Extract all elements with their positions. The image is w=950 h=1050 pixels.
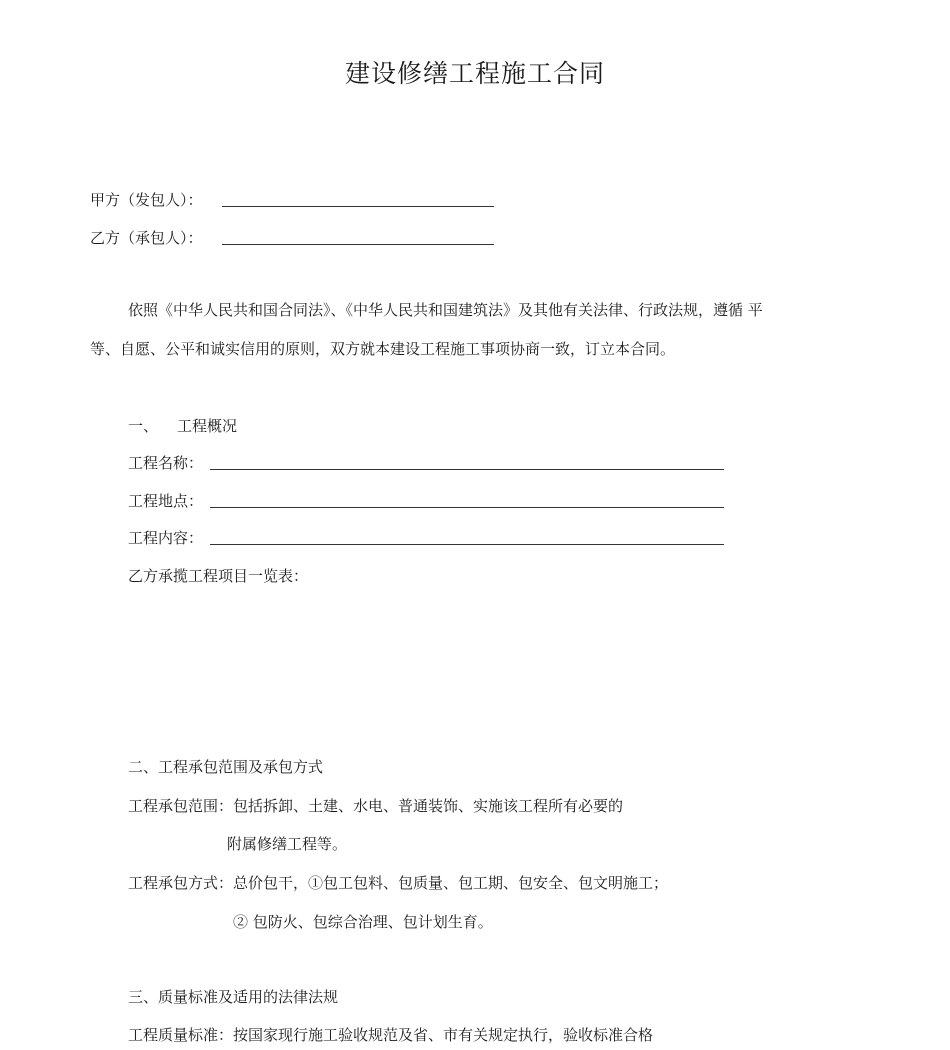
preamble-line-1: 依照《中华人民共和国合同法》、《中华人民共和国建筑法》及其他有关法律、行政法规，遵循 平 — [128, 301, 763, 319]
project-content-blank[interactable] — [210, 544, 724, 545]
party-a-blank[interactable] — [222, 206, 494, 207]
preamble-line-2: 等、自愿、公平和诚实信用的原则，双方就本建设工程施工事项协商一致，订立本合同。 — [90, 340, 676, 358]
scope-line-1: 工程承包范围：包括拆卸、土建、水电、普通装饰、实施该工程所有必要的 — [128, 797, 624, 815]
party-b-blank[interactable] — [222, 244, 494, 245]
project-location-blank[interactable] — [210, 507, 724, 508]
party-a-label: 甲方（发包人）： — [90, 191, 203, 209]
quality-standard-line-1: 工程质量标准：按国家现行施工验收规范及省、市有关规定执行，验收标准合格 — [128, 1026, 654, 1044]
section-3-heading: 三、质量标准及适用的法律法规 — [128, 988, 339, 1006]
project-location-label: 工程地点： — [128, 492, 204, 510]
project-name-blank[interactable] — [210, 469, 724, 470]
party-b-label: 乙方（承包人）： — [90, 229, 203, 247]
mode-line-2: ② 包防火、包综合治理、包计划生育。 — [233, 913, 493, 931]
scope-line-2: 附属修缮工程等。 — [227, 835, 348, 853]
project-name-label: 工程名称： — [128, 454, 204, 472]
document-title: 建设修缮工程施工合同 — [344, 59, 605, 88]
project-content-label: 工程内容： — [128, 529, 204, 547]
mode-line-1: 工程承包方式：总价包干，①包工包料、包质量、包工期、包安全、包文明施工； — [128, 874, 669, 892]
section-2-heading: 二、工程承包范围及承包方式 — [128, 758, 324, 776]
section-1-heading: 工程概况 — [177, 417, 238, 435]
project-list-label: 乙方承揽工程项目一览表： — [128, 567, 309, 585]
section-1-number: 一、 — [128, 417, 159, 435]
